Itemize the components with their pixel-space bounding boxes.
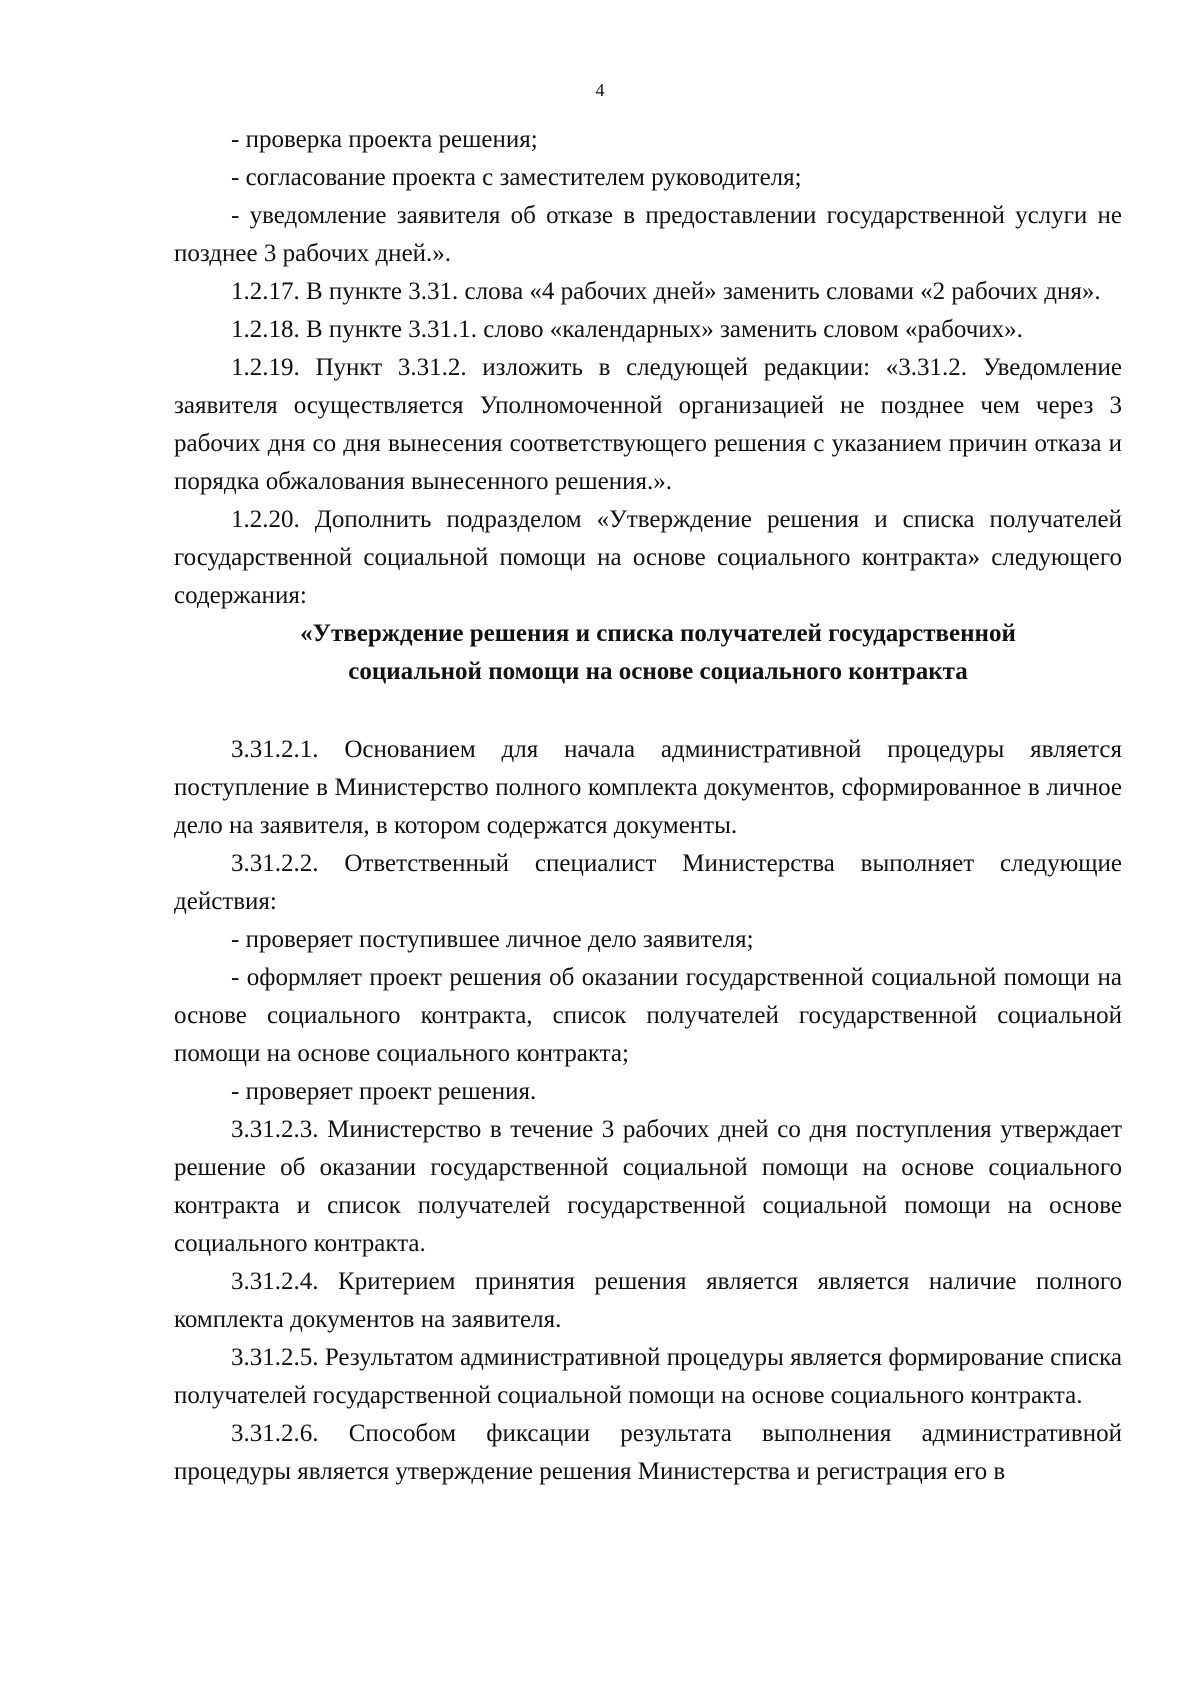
clause-3-31-2-4: 3.31.2.4. Критерием принятия решения является является наличие полного комплекта документов на заявителя. [174,1268,1122,1333]
clause-1-2-18: 1.2.18. В пункте 3.31.1. слово «календарных» заменить словом «рабочих». [231,316,1023,343]
clause-1-2-17: 1.2.17. В пункте 3.31. слова «4 рабочих дней» заменить словами «2 рабочих дня». [231,278,1101,305]
section-heading-line-2: социальной помощи на основе социального контракта [348,658,968,685]
clause-1-2-20: 1.2.20. Дополнить подразделом «Утверждение решения и списка получателей государственной социальной помощи на основе социального контракта» следующего содержания: [174,506,1122,609]
page-number: 4 [595,80,605,100]
list-item-uvedomlenie: - уведомление заявителя об отказе в предоставлении государственной услуги не позднее 3 рабочих дней.». [174,202,1122,267]
clause-3-31-2-3: 3.31.2.3. Министерство в течение 3 рабочих дней со дня поступления утверждает решение об оказании государственной социальной помощи на основе социального контракта и список получателей государственной социальной помощи на основе социального контракта. [174,1116,1122,1257]
list-item-proverka: - проверка проекта решения; [231,126,538,153]
clause-3-31-2-1: 3.31.2.1. Основанием для начала административной процедуры является поступление в Министерство полного комплекта документов, сформированное в личное дело на заявителя, в котором содержатся документы. [174,736,1122,839]
document-body [174,121,1122,1491]
heading-spacer [174,691,1122,731]
clause-3-31-2-6: 3.31.2.6. Способом фиксации результата выполнения административной процедуры является утверждение решения Министерства и регистрация его в [174,1420,1122,1485]
list-item-oformlyaet: - оформляет проект решения об оказании государственной социальной помощи на основе социального контракта, список получателей государственной социальной помощи на основе социального контракта; [174,964,1122,1067]
list-item-proveryaet-delo: - проверяет поступившее личное дело заявителя; [231,926,754,953]
clause-3-31-2-2: 3.31.2.2. Ответственный специалист Министерства выполняет следующие действия: [174,850,1122,915]
list-item-proveryaet-proekt: - проверяет проект решения. [231,1078,537,1105]
list-item-soglasovanie: - согласование проекта с заместителем руководителя; [231,164,802,191]
clause-1-2-19: 1.2.19. Пункт 3.31.2. изложить в следующей редакции: «3.31.2. Уведомление заявителя осуществляется Уполномоченной организацией не позднее чем через 3 рабочих дня со дня вынесения соответствующего решения с указанием причин отказа и порядка обжалования вынесенного решения.». [174,354,1122,495]
section-heading [174,615,1122,691]
clause-3-31-2-5: 3.31.2.5. Результатом административной процедуры является формирование списка получателей государственной социальной помощи на основе социального контракта. [174,1344,1122,1409]
section-heading-line-1: «Утверждение решения и списка получателей государственной [300,620,1016,647]
